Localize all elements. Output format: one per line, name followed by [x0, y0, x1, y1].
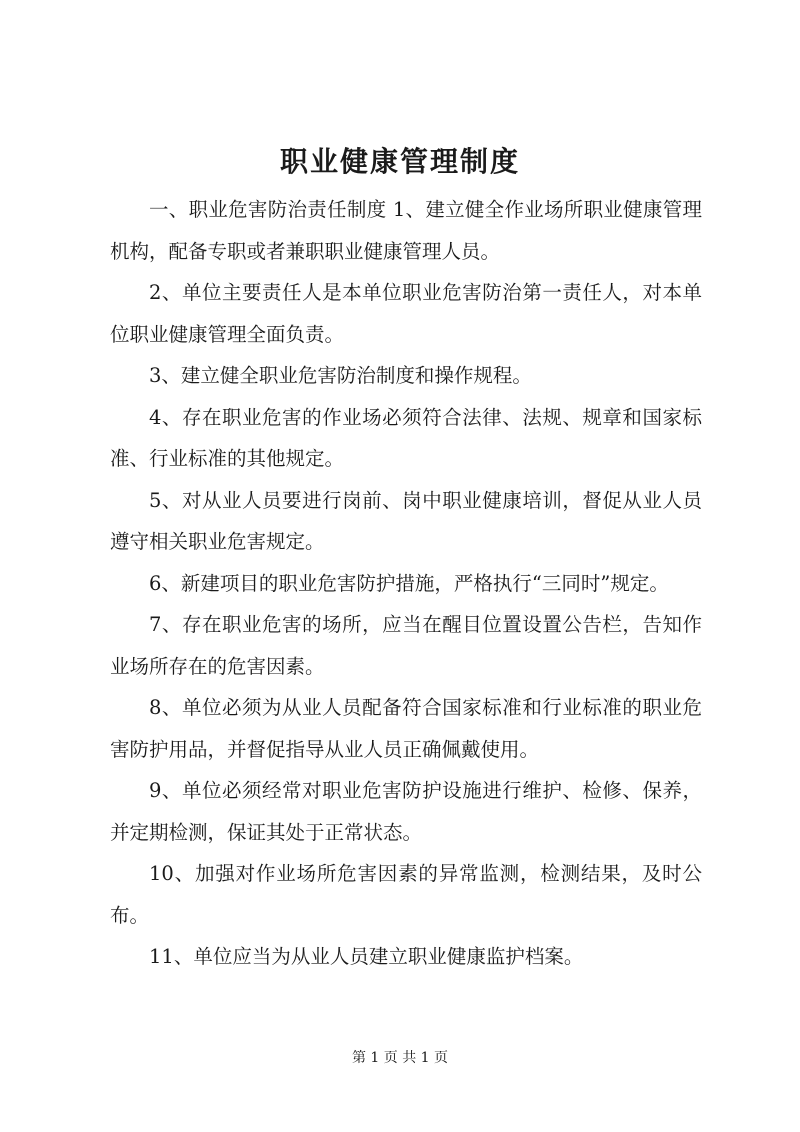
paragraph-8: 8、单位必须为从业人员配备符合国家标准和行业标准的职业危害防护用品，并督促指导从业人员正确佩戴使用。 [110, 696, 702, 761]
paragraph-3: 3、建立健全职业危害防治制度和操作规程。 [149, 364, 532, 387]
paragraph-2: 2、单位主要责任人是本单位职业危害防治第一责任人，对本单位职业健康管理全面负责。 [110, 281, 702, 346]
paragraph-7: 7、存在职业危害的场所，应当在醒目位置设置公告栏，告知作业场所存在的危害因素。 [110, 613, 702, 678]
page-footer: 第 1 页 共 1 页 [351, 1050, 449, 1066]
document-title: 职业健康管理制度 [279, 145, 520, 178]
paragraph-5: 5、对从业人员要进行岗前、岗中职业健康培训，督促从业人员遵守相关职业危害规定。 [110, 488, 702, 553]
paragraph-9: 9、单位必须经常对职业危害防护设施进行维护、检修、保养，并定期检测，保证其处于正常状态。 [110, 779, 702, 844]
paragraph-10: 10、加强对作业场所危害因素的异常监测，检测结果，及时公布。 [110, 862, 702, 927]
paragraph-4: 4、存在职业危害的作业场必须符合法律、法规、规章和国家标准、行业标准的其他规定。 [110, 405, 702, 470]
paragraph-1: 一、职业危害防治责任制度 1、建立健全作业场所职业健康管理机构，配备专职或者兼职职业健康管理人员。 [110, 198, 702, 263]
document-body [110, 189, 702, 978]
paragraph-11: 11、单位应当为从业人员建立职业健康监护档案。 [149, 945, 584, 968]
paragraph-6: 6、新建项目的职业危害防护措施，严格执行“三同时”规定。 [149, 571, 669, 595]
